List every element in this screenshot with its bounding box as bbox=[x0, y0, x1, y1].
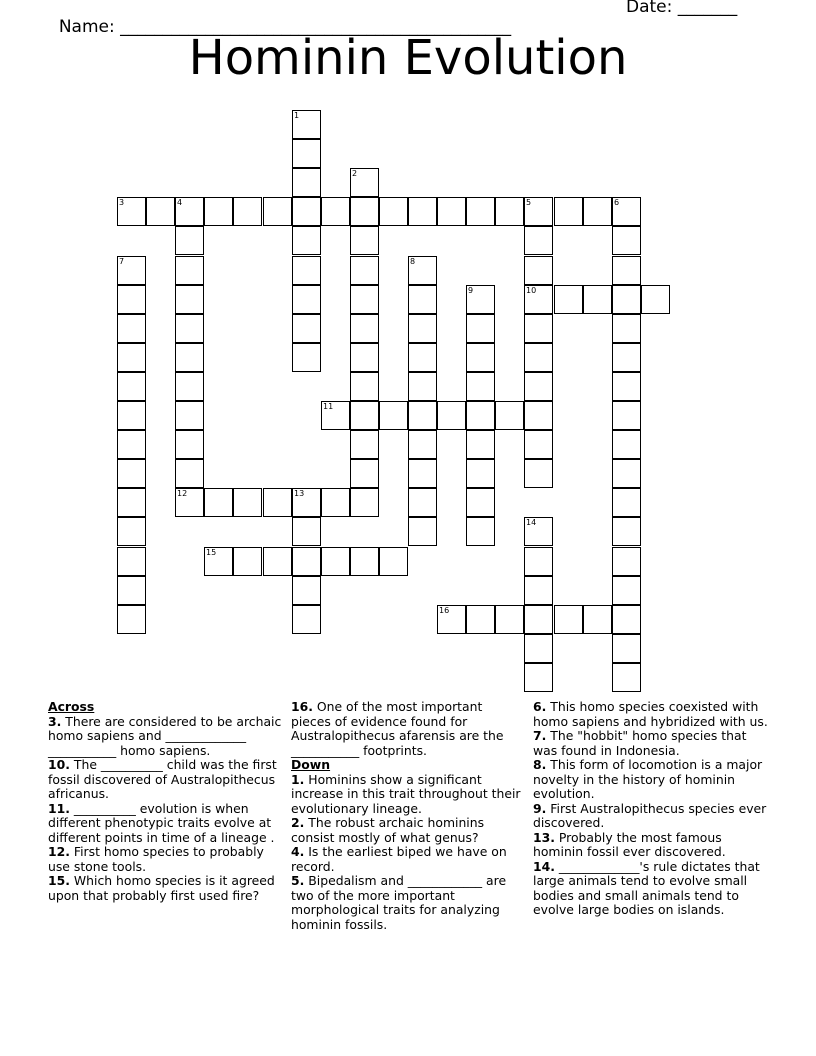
clue-column-1 bbox=[48, 700, 288, 903]
grid-cell[interactable] bbox=[408, 197, 437, 226]
grid-cell[interactable] bbox=[321, 488, 350, 517]
clue-number: 1. bbox=[291, 771, 305, 787]
grid-cell[interactable] bbox=[350, 314, 379, 343]
grid-cell[interactable] bbox=[117, 488, 146, 517]
clue-number: 16. bbox=[291, 699, 313, 714]
clue-text: First Australopithecus species ever discovered. bbox=[533, 800, 767, 830]
grid-cell[interactable] bbox=[204, 547, 233, 576]
grid-cell[interactable] bbox=[292, 547, 321, 576]
grid-cell[interactable] bbox=[175, 226, 204, 255]
clue-number: 8. bbox=[533, 757, 547, 772]
grid-cell[interactable] bbox=[612, 634, 641, 663]
clue-text: Which homo species is it agreed upon that probably first used fire? bbox=[48, 873, 275, 903]
grid-cell[interactable] bbox=[233, 488, 262, 517]
grid-cell[interactable] bbox=[466, 285, 495, 314]
grid-cell[interactable] bbox=[292, 256, 321, 285]
grid-cell[interactable] bbox=[175, 197, 204, 226]
grid-cell[interactable] bbox=[117, 605, 146, 634]
grid-cell[interactable] bbox=[350, 488, 379, 517]
grid-cell[interactable] bbox=[175, 430, 204, 459]
grid-cell[interactable] bbox=[408, 517, 437, 546]
grid-cell[interactable] bbox=[408, 256, 437, 285]
grid-cell[interactable] bbox=[612, 488, 641, 517]
grid-cell[interactable] bbox=[321, 401, 350, 430]
grid-cell[interactable] bbox=[524, 663, 553, 692]
grid-cell[interactable] bbox=[612, 197, 641, 226]
grid-cell[interactable] bbox=[117, 459, 146, 488]
grid-cell[interactable] bbox=[583, 197, 612, 226]
clue-number: 10. bbox=[48, 757, 70, 772]
grid-cell[interactable] bbox=[641, 285, 670, 314]
clue-item bbox=[291, 874, 521, 932]
clue-item bbox=[533, 758, 773, 802]
clue-item bbox=[533, 802, 773, 831]
grid-cell[interactable] bbox=[292, 285, 321, 314]
clue-number: 6. bbox=[533, 699, 547, 714]
grid-cell[interactable] bbox=[292, 197, 321, 226]
cell-number: 14 bbox=[526, 518, 537, 527]
clue-item bbox=[533, 729, 773, 758]
grid-cell[interactable] bbox=[350, 547, 379, 576]
grid-cell[interactable] bbox=[466, 372, 495, 401]
cell-number: 4 bbox=[177, 198, 183, 207]
grid-cell[interactable] bbox=[350, 401, 379, 430]
grid-cell[interactable] bbox=[321, 547, 350, 576]
cell-number: 13 bbox=[294, 489, 305, 498]
clue-item bbox=[533, 831, 773, 860]
grid-cell[interactable] bbox=[117, 343, 146, 372]
cell-number: 16 bbox=[439, 606, 450, 615]
grid-cell[interactable] bbox=[350, 226, 379, 255]
grid-cell[interactable] bbox=[612, 605, 641, 634]
cell-number: 7 bbox=[119, 257, 125, 266]
grid-cell[interactable] bbox=[612, 576, 641, 605]
cell-number: 9 bbox=[468, 286, 474, 295]
grid-cell[interactable] bbox=[583, 285, 612, 314]
cell-number: 15 bbox=[206, 548, 217, 557]
grid-cell[interactable] bbox=[292, 168, 321, 197]
grid-cell[interactable] bbox=[437, 401, 466, 430]
clue-item bbox=[48, 802, 288, 846]
cell-number: 1 bbox=[294, 111, 300, 120]
grid-cell[interactable] bbox=[612, 343, 641, 372]
grid-cell[interactable] bbox=[350, 256, 379, 285]
grid-cell[interactable] bbox=[583, 605, 612, 634]
grid-cell[interactable] bbox=[117, 547, 146, 576]
grid-cell[interactable] bbox=[204, 197, 233, 226]
grid-cell[interactable] bbox=[350, 197, 379, 226]
grid-cell[interactable] bbox=[117, 285, 146, 314]
grid-cell[interactable] bbox=[524, 226, 553, 255]
grid-cell[interactable] bbox=[612, 256, 641, 285]
grid-cell[interactable] bbox=[292, 517, 321, 546]
grid-cell[interactable] bbox=[524, 401, 553, 430]
cell-number: 6 bbox=[614, 198, 620, 207]
grid-cell[interactable] bbox=[117, 197, 146, 226]
clue-text: __________ evolution is when different phenotypic traits evolve at different points in time of a lineage . bbox=[48, 800, 275, 845]
grid-cell[interactable] bbox=[292, 314, 321, 343]
grid-cell[interactable] bbox=[495, 605, 524, 634]
grid-cell[interactable] bbox=[117, 372, 146, 401]
clue-item bbox=[291, 700, 521, 758]
grid-cell[interactable] bbox=[524, 634, 553, 663]
grid-cell[interactable] bbox=[524, 372, 553, 401]
grid-cell[interactable] bbox=[350, 168, 379, 197]
grid-cell[interactable] bbox=[524, 459, 553, 488]
grid-cell[interactable] bbox=[263, 197, 292, 226]
grid-cell[interactable] bbox=[524, 430, 553, 459]
grid-cell[interactable] bbox=[466, 430, 495, 459]
grid-cell[interactable] bbox=[408, 488, 437, 517]
cell-number: 12 bbox=[177, 489, 188, 498]
clue-text: The "hobbit" homo species that was found in Indonesia. bbox=[533, 728, 747, 758]
grid-cell[interactable] bbox=[263, 488, 292, 517]
grid-cell[interactable] bbox=[408, 401, 437, 430]
clue-number: 7. bbox=[533, 728, 547, 743]
grid-cell[interactable] bbox=[117, 517, 146, 546]
grid-cell[interactable] bbox=[612, 285, 641, 314]
clue-item bbox=[48, 845, 288, 874]
grid-cell[interactable] bbox=[466, 343, 495, 372]
clue-number: 13. bbox=[533, 829, 555, 845]
grid-cell[interactable] bbox=[292, 226, 321, 255]
grid-cell[interactable] bbox=[554, 197, 583, 226]
grid-cell[interactable] bbox=[612, 226, 641, 255]
clue-number: 3. bbox=[48, 713, 62, 729]
grid-cell[interactable] bbox=[466, 605, 495, 634]
grid-cell[interactable] bbox=[350, 430, 379, 459]
grid-cell[interactable] bbox=[175, 256, 204, 285]
grid-cell[interactable] bbox=[350, 372, 379, 401]
grid-cell[interactable] bbox=[379, 401, 408, 430]
clue-text: One of the most important pieces of evidence found for Australopithecus afarensis are the ___________ footprints. bbox=[291, 699, 504, 758]
clue-text: There are considered to be archaic homo sapiens and _____________ ___________ homo sapiens. bbox=[48, 713, 282, 758]
grid-cell[interactable] bbox=[612, 430, 641, 459]
cell-number: 10 bbox=[526, 286, 537, 295]
grid-cell[interactable] bbox=[263, 547, 292, 576]
down-heading: Down bbox=[291, 757, 331, 772]
cell-number: 11 bbox=[323, 402, 334, 411]
clue-column-2 bbox=[291, 700, 521, 932]
grid-cell[interactable] bbox=[524, 605, 553, 634]
grid-cell[interactable] bbox=[612, 401, 641, 430]
clue-text: Probably the most famous hominin fossil ever discovered. bbox=[533, 829, 726, 859]
clue-item bbox=[533, 860, 773, 918]
grid-cell[interactable] bbox=[437, 605, 466, 634]
grid-cell[interactable] bbox=[292, 576, 321, 605]
grid-cell[interactable] bbox=[524, 314, 553, 343]
grid-cell[interactable] bbox=[612, 314, 641, 343]
grid-cell[interactable] bbox=[117, 256, 146, 285]
clue-text: Hominins show a significant increase in this trait throughout their evolutionary lineage. bbox=[291, 771, 521, 816]
grid-cell[interactable] bbox=[175, 314, 204, 343]
clue-text: Bipedalism and ____________ are two of the more important morphological traits for analyzing hominin fossils. bbox=[291, 873, 507, 932]
clue-text: Is the earliest biped we have on record. bbox=[291, 844, 507, 874]
grid-cell[interactable] bbox=[466, 459, 495, 488]
page-title: Hominin Evolution bbox=[188, 30, 628, 86]
grid-cell[interactable] bbox=[554, 605, 583, 634]
clue-number: 5. bbox=[291, 873, 305, 888]
grid-cell[interactable] bbox=[175, 372, 204, 401]
grid-cell[interactable] bbox=[117, 314, 146, 343]
grid-cell[interactable] bbox=[524, 517, 553, 546]
grid-cell[interactable] bbox=[350, 459, 379, 488]
grid-cell[interactable] bbox=[350, 285, 379, 314]
grid-cell[interactable] bbox=[204, 488, 233, 517]
grid-cell[interactable] bbox=[612, 372, 641, 401]
grid-cell[interactable] bbox=[292, 605, 321, 634]
clue-item bbox=[291, 845, 521, 874]
clue-number: 9. bbox=[533, 800, 547, 816]
clue-text: This form of locomotion is a major novelty in the history of hominin evolution. bbox=[533, 757, 763, 801]
grid-cell[interactable] bbox=[321, 197, 350, 226]
clue-item bbox=[291, 816, 521, 845]
clue-text: The __________ child was the first fossil discovered of Australopithecus africanus. bbox=[48, 757, 277, 801]
clue-number: 12. bbox=[48, 844, 70, 859]
grid-cell[interactable] bbox=[292, 343, 321, 372]
grid-cell[interactable] bbox=[612, 663, 641, 692]
grid-cell[interactable] bbox=[292, 110, 321, 139]
clue-item bbox=[48, 758, 288, 802]
grid-cell[interactable] bbox=[233, 547, 262, 576]
grid-cell[interactable] bbox=[408, 285, 437, 314]
clue-text: This homo species coexisted with homo sapiens and hybridized with us. bbox=[533, 699, 768, 729]
grid-cell[interactable] bbox=[466, 401, 495, 430]
grid-cell[interactable] bbox=[495, 401, 524, 430]
clue-number: 15. bbox=[48, 873, 70, 888]
clue-text: First homo species to probably use stone tools. bbox=[48, 844, 264, 874]
cell-number: 5 bbox=[526, 198, 532, 207]
cell-number: 3 bbox=[119, 198, 125, 207]
grid-cell[interactable] bbox=[175, 488, 204, 517]
grid-cell[interactable] bbox=[175, 285, 204, 314]
grid-cell[interactable] bbox=[612, 517, 641, 546]
grid-cell[interactable] bbox=[524, 576, 553, 605]
grid-cell[interactable] bbox=[379, 547, 408, 576]
clue-item bbox=[48, 715, 288, 759]
grid-cell[interactable] bbox=[612, 547, 641, 576]
grid-cell[interactable] bbox=[554, 285, 583, 314]
clue-number: 11. bbox=[48, 800, 70, 816]
grid-cell[interactable] bbox=[437, 197, 466, 226]
grid-cell[interactable] bbox=[175, 459, 204, 488]
grid-cell[interactable] bbox=[117, 576, 146, 605]
grid-cell[interactable] bbox=[146, 197, 175, 226]
clue-text: _____________'s rule dictates that large animals tend to evolve small bodies and small animals tend to evolve large bodies on islands. bbox=[533, 858, 760, 917]
clue-item bbox=[533, 700, 773, 729]
clue-number: 2. bbox=[291, 815, 305, 830]
grid-cell[interactable] bbox=[466, 197, 495, 226]
grid-cell[interactable] bbox=[466, 517, 495, 546]
grid-cell[interactable] bbox=[379, 197, 408, 226]
grid-cell[interactable] bbox=[117, 430, 146, 459]
grid-cell[interactable] bbox=[408, 343, 437, 372]
grid-cell[interactable] bbox=[524, 285, 553, 314]
cell-number: 8 bbox=[410, 257, 416, 266]
clue-column-3 bbox=[533, 700, 773, 918]
grid-cell[interactable] bbox=[524, 256, 553, 285]
grid-cell[interactable] bbox=[175, 401, 204, 430]
grid-cell[interactable] bbox=[292, 139, 321, 168]
grid-cell[interactable] bbox=[175, 343, 204, 372]
grid-cell[interactable] bbox=[524, 343, 553, 372]
clue-item bbox=[291, 773, 521, 817]
name-line: Name: ______________________________________________ bbox=[58, 17, 512, 37]
grid-cell[interactable] bbox=[524, 197, 553, 226]
cell-number: 2 bbox=[352, 169, 358, 178]
grid-cell[interactable] bbox=[612, 459, 641, 488]
clue-number: 14. bbox=[533, 858, 555, 874]
grid-cell[interactable] bbox=[466, 314, 495, 343]
grid-cell[interactable] bbox=[292, 488, 321, 517]
clue-item bbox=[48, 874, 288, 903]
date-line: Date: _______ bbox=[626, 0, 738, 17]
clue-text: The robust archaic hominins consist mostly of what genus? bbox=[291, 815, 485, 845]
grid-cell[interactable] bbox=[117, 401, 146, 430]
grid-cell[interactable] bbox=[495, 197, 524, 226]
grid-cell[interactable] bbox=[350, 343, 379, 372]
grid-cell[interactable] bbox=[408, 430, 437, 459]
grid-cell[interactable] bbox=[408, 459, 437, 488]
grid-cell[interactable] bbox=[466, 488, 495, 517]
grid-cell[interactable] bbox=[524, 547, 553, 576]
across-heading: Across bbox=[48, 699, 95, 714]
grid-cell[interactable] bbox=[233, 197, 262, 226]
grid-cell[interactable] bbox=[408, 372, 437, 401]
clue-number: 4. bbox=[291, 844, 305, 859]
grid-cell[interactable] bbox=[408, 314, 437, 343]
